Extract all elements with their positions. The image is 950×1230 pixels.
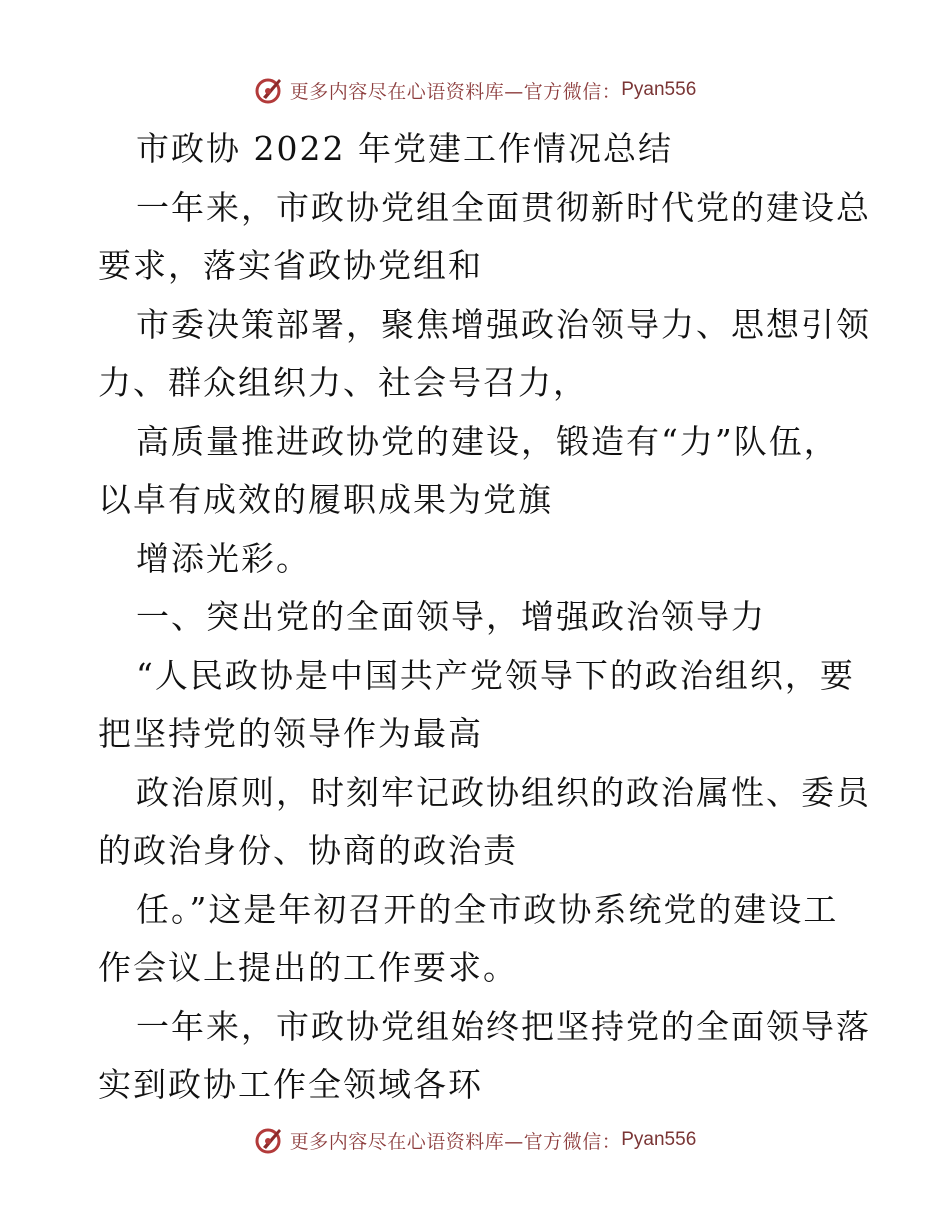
header-watermark-banner xyxy=(0,70,950,110)
paragraph-line: 高质量推进政协党的建设，锻造有“力”队伍， xyxy=(136,421,839,461)
paragraph-line: 作会议上提出的工作要求。 xyxy=(98,948,518,987)
paragraph-line: 实到政协工作全领域各环 xyxy=(98,1065,483,1104)
quill-circle-logo-icon xyxy=(254,1125,284,1155)
watermark-text: 更多内容尽在心语资料库—官方微信： xyxy=(289,80,622,103)
document-title: 市政协 2022 年党建工作情况总结 xyxy=(136,129,673,168)
document-body xyxy=(98,120,871,1115)
paragraph-line: 力、群众组织力、社会号召力， xyxy=(98,363,588,402)
paragraph-line: 以卓有成效的履职成果为党旗 xyxy=(98,480,553,519)
paragraph-line: 把坚持党的领导作为最高 xyxy=(98,714,483,753)
paragraph-line: 增添光彩。 xyxy=(136,538,311,578)
watermark-handle: Pyan556 xyxy=(621,79,697,100)
paragraph-line: 市委决策部署，聚焦增强政治领导力、思想引领 xyxy=(136,304,871,344)
section-heading: 一、突出党的全面领导，增强政治领导力 xyxy=(136,597,766,636)
footer-watermark-banner xyxy=(0,1120,950,1160)
paragraph-line: “人民政协是中国共产党领导下的政治组织，要 xyxy=(136,655,855,695)
paragraph-line: 的政治身份、协商的政治责 xyxy=(98,831,518,870)
quill-circle-logo-icon xyxy=(254,75,284,105)
watermark-text: 更多内容尽在心语资料库—官方微信： xyxy=(289,1130,622,1153)
watermark-handle: Pyan556 xyxy=(621,1129,697,1150)
paragraph-line: 要求，落实省政协党组和 xyxy=(98,246,483,285)
paragraph-line: 任。”这是年初召开的全市政协系统党的建设工 xyxy=(136,889,839,929)
paragraph-line: 一年来，市政协党组始终把坚持党的全面领导落 xyxy=(136,1006,871,1046)
paragraph-line: 一年来，市政协党组全面贯彻新时代党的建设总 xyxy=(136,187,871,227)
paragraph-line: 政治原则，时刻牢记政协组织的政治属性、委员 xyxy=(136,772,871,812)
